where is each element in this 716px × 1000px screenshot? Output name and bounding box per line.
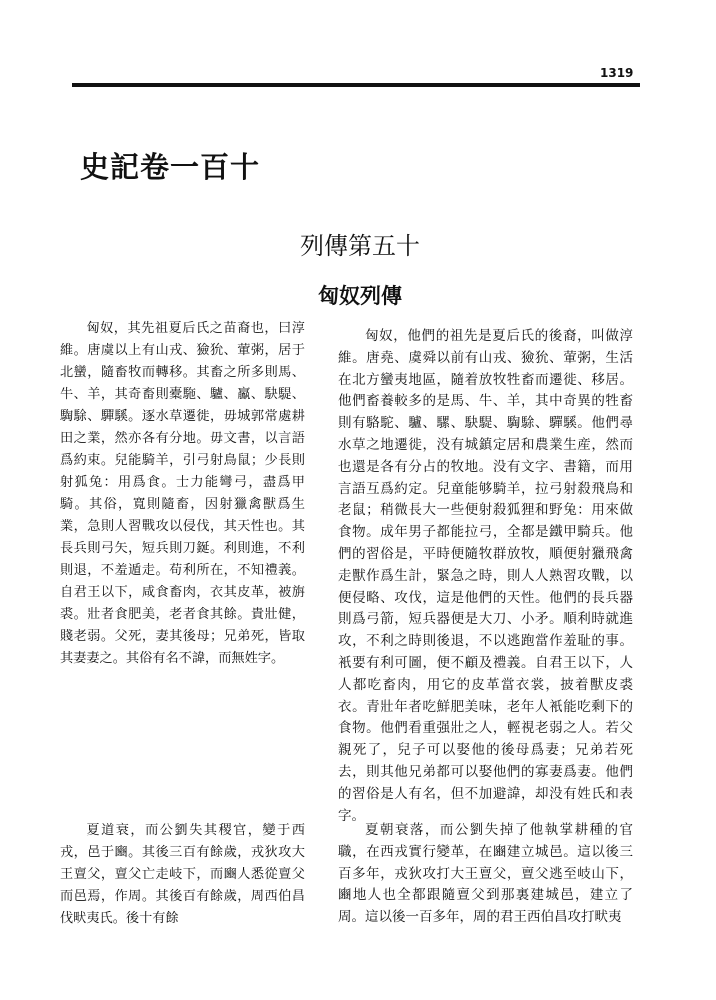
classical-paragraph-1: 匈奴，其先祖夏后氏之苗裔也，曰淳維。唐虞以上有山戎、獫狁、葷粥，居于北蠻，隨畜牧而轉移。其畜之所多則馬、牛、羊，其奇畜則橐駞、驢、鸁、駃騠、騊駼、驒騱。逐水草遷徙，毋城郭常處耕田之業，然亦各有分地。毋文書，以言語爲約束。兒能騎羊，引弓射鳥鼠；少長則射狐兔：用爲食。士力能彎弓，盡爲甲騎。其俗，寬則隨畜，因射獵禽獸爲生業，急則人習戰攻以侵伐，其天性也。其長兵則弓矢，短兵則刀鋋。利則進，不利則退，不羞遁走。苟利所在，不知禮義。自君王以下，咸食畜肉，衣其皮革，被旃裘。壯者食肥美，老者食其餘。貴壯健，賤老弱。父死，妻其後母；兄弟死，皆取其妻妻之。其俗有名不諱，而無姓字。 bbox=[60, 321, 305, 666]
volume-title: 史記卷一百十 bbox=[80, 150, 261, 184]
translation-paragraph-1: 匈奴，他們的祖先是夏后氏的後裔，叫做淳維。唐堯、虞舜以前有山戎、獫狁、葷粥，生活在北方蠻夷地區，隨着放牧牲畜而遷徙、移居。他們畜養較多的是馬、牛、羊，其中奇異的牲畜則有駱駝、驢、騾、駃騠、騊駼、驒騱。他們尋水草之地遷徙，没有城鎮定居和農業生産，然而也還是各有分占的牧地。没有文字、書籍，而用言語互爲約定。兒童能够騎羊，拉弓射殺飛鳥和老鼠；稍微長大一些便射殺狐狸和野兔：用來做食物。成年男子都能拉弓，全都是鐵甲騎兵。他們的習俗是，平時便隨牧群放牧，順便射獵飛禽走獸作爲生計，緊急之時，則人人熟習攻戰，以便侵略、攻伐，這是他們的天性。他們的長兵器則爲弓箭，短兵器便是大刀、小矛。順利時就進攻，不利之時則後退，不以逃跑當作羞耻的事。衹要有利可圖，便不顧及禮義。自君王以下，人人都吃畜肉，用它的皮革當衣裳，披着獸皮裘衣。青壯年者吃鮮肥美味，老年人衹能吃剩下的食物。他們看重强壯之人，輕視老弱之人。若父親死了，兒子可以娶他的後母爲妻；兄弟若死去，則其他兄弟都可以娶他們的寡妻爲妻。他們的習俗是人有名，但不加避諱，却没有姓氏和表字。 bbox=[338, 328, 633, 824]
header-rule bbox=[72, 83, 640, 87]
section-title: 匈奴列傳 bbox=[318, 284, 402, 308]
page-number: 1319 bbox=[600, 66, 634, 80]
chapter-title: 列傳第五十 bbox=[300, 232, 420, 260]
classical-text-column-2 bbox=[60, 820, 305, 930]
translation-text-column-2 bbox=[338, 820, 633, 929]
classical-paragraph-2: 夏道衰，而公劉失其稷官，變于西戎，邑于豳。其後三百有餘歲，戎狄攻大王亶父，亶父亡走岐下，而豳人悉從亶父而邑焉，作周。其後百有餘歲，周西伯昌伐畎夷氏。後十有餘 bbox=[60, 823, 305, 926]
translation-text-column bbox=[338, 326, 633, 827]
classical-text-column bbox=[60, 318, 305, 670]
translation-paragraph-2: 夏朝衰落，而公劉失掉了他執掌耕種的官職，在西戎實行變革，在豳建立城邑。這以後三百多年，戎狄攻打大王亶父，亶父逃至岐山下，豳地人也全都跟隨亶父到那裏建城邑，建立了周。這以後一百多年，周的君王西伯昌攻打畎夷 bbox=[338, 822, 633, 926]
